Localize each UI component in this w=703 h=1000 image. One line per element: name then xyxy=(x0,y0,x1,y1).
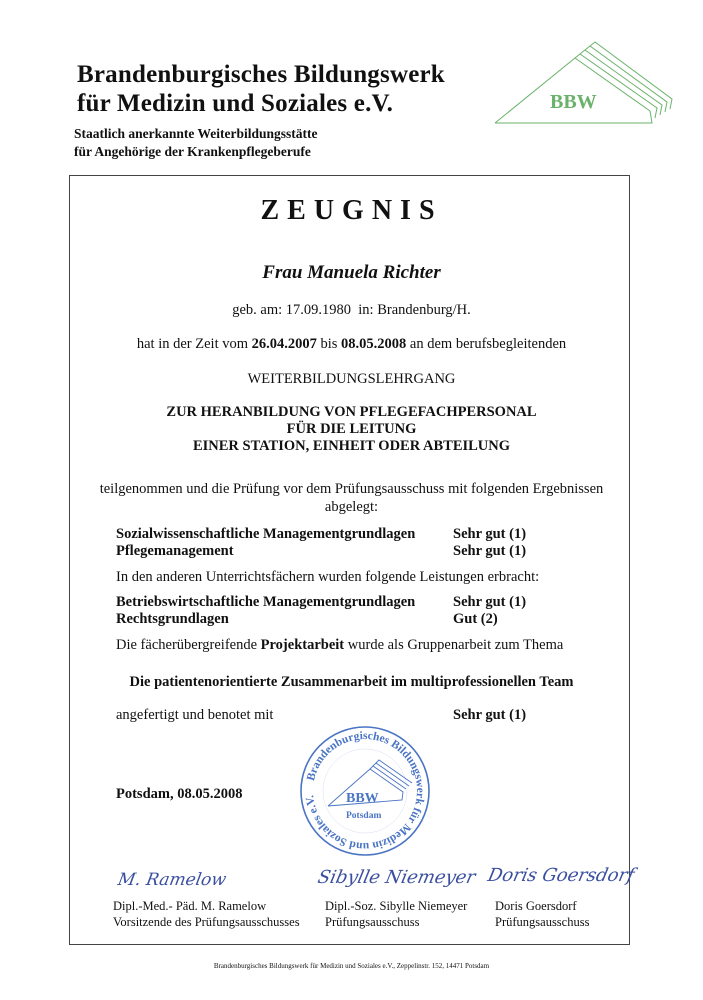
project-topic: Die patientenorientierte Zusammenarbeit im multiprofessionellen Team xyxy=(129,674,574,690)
org-name-line1: Brandenburgisches Bildungswerk xyxy=(77,61,445,88)
organization-subtitle xyxy=(74,125,318,161)
stamp-city: Potsdam xyxy=(346,811,382,821)
official-stamp-icon xyxy=(298,724,432,858)
project-grade: Sehr gut (1) xyxy=(453,707,527,723)
signatory-name: Doris Goersdorf xyxy=(495,899,577,913)
other-subjects-intro: In den anderen Unterrichtsfächern wurden folgende Leistungen erbracht: xyxy=(116,569,540,585)
signatory-name: Dipl.-Soz. Sibylle Niemeyer xyxy=(325,899,468,913)
signatory-role: Prüfungsausschuss xyxy=(495,915,590,929)
period-line xyxy=(0,336,703,353)
birth-date: 17.09.1980 xyxy=(285,302,352,318)
project-prefix: Die fächerübergreifende xyxy=(116,637,258,653)
signatory-role: Prüfungsausschuss xyxy=(325,915,420,929)
signatory-goersdorf xyxy=(495,898,589,930)
exam-grade: Sehr gut (1) xyxy=(453,526,527,542)
signatory-role: Vorsitzende des Prüfungsausschusses xyxy=(113,915,300,929)
exam-subject: Pflegemanagement xyxy=(116,543,234,559)
birth-label: geb. am: xyxy=(232,302,283,318)
course-type: WEITERBILDUNGSLEHRGANG xyxy=(247,371,456,387)
start-date: 26.04.2007 xyxy=(251,336,317,352)
project-label: Projektarbeit xyxy=(260,637,345,653)
footer-address: Brandenburgisches Bildungswerk für Medizin und Soziales e.V., Zeppelinstr. 152, 14471 Potsdam xyxy=(213,962,490,970)
period-suffix: an dem berufsbegleitenden xyxy=(409,336,567,352)
other-grade: Sehr gut (1) xyxy=(453,594,527,610)
course-title xyxy=(0,404,703,455)
organization-name xyxy=(77,60,445,118)
end-date: 08.05.2008 xyxy=(341,336,407,352)
birth-line xyxy=(0,302,703,319)
exam-intro-line1: teilgenommen und die Prüfung vor dem Prüfungsausschuss mit folgenden Ergebnissen xyxy=(99,481,604,497)
birth-place: Brandenburg/H. xyxy=(377,302,471,318)
certificate-title: ZEUGNIS xyxy=(260,195,443,226)
org-name-line2: für Medizin und Soziales e.V. xyxy=(77,90,394,117)
exam-subject: Sozialwissenschaftliche Managementgrundlagen xyxy=(116,526,416,542)
signatory-ramelow xyxy=(113,898,300,930)
project-grade-label: angefertigt und benotet mit xyxy=(116,707,274,723)
other-grade: Gut (2) xyxy=(453,611,498,627)
course-title-line: FÜR DIE LEITUNG xyxy=(286,421,417,437)
other-subject: Betriebswirtschaftliche Managementgrundlagen xyxy=(116,594,416,610)
project-suffix: wurde als Gruppenarbeit zum Thema xyxy=(347,637,564,653)
stamp-center-text: BBW xyxy=(346,791,379,806)
signature-ramelow: M. Ramelow xyxy=(116,870,228,890)
exam-intro xyxy=(0,480,703,516)
period-prefix: hat in der Zeit vom xyxy=(136,336,248,352)
recipient-name: Frau Manuela Richter xyxy=(262,262,441,283)
birth-place-label: in: xyxy=(358,302,374,318)
course-title-line: ZUR HERANBILDUNG VON PFLEGEFACHPERSONAL xyxy=(166,404,537,420)
project-line xyxy=(116,637,563,654)
signature-goersdorf: Doris Goersdorf xyxy=(485,865,637,886)
subtitle-line2: für Angehörige der Krankenpflegeberufe xyxy=(74,144,311,159)
signature-niemeyer: Sibylle Niemeyer xyxy=(315,867,478,888)
exam-intro-line2: abgelegt: xyxy=(324,499,379,515)
bbw-logo-icon xyxy=(480,36,680,131)
exam-grade: Sehr gut (1) xyxy=(453,543,527,559)
signatory-name: Dipl.-Med.- Päd. M. Ramelow xyxy=(113,899,267,913)
subtitle-line1: Staatlich anerkannte Weiterbildungsstätte xyxy=(74,126,318,141)
logo-text: BBW xyxy=(550,91,597,113)
stamp-ring-textpath: Brandenburgisches Bildungswerk für Medizin und Soziales e.V. xyxy=(304,729,427,853)
other-subject: Rechtsgrundlagen xyxy=(116,611,229,627)
course-title-line: EINER STATION, EINHEIT ODER ABTEILUNG xyxy=(192,438,511,454)
signatory-niemeyer xyxy=(325,898,467,930)
period-middle: bis xyxy=(320,336,338,352)
place-date: Potsdam, 08.05.2008 xyxy=(116,786,243,802)
